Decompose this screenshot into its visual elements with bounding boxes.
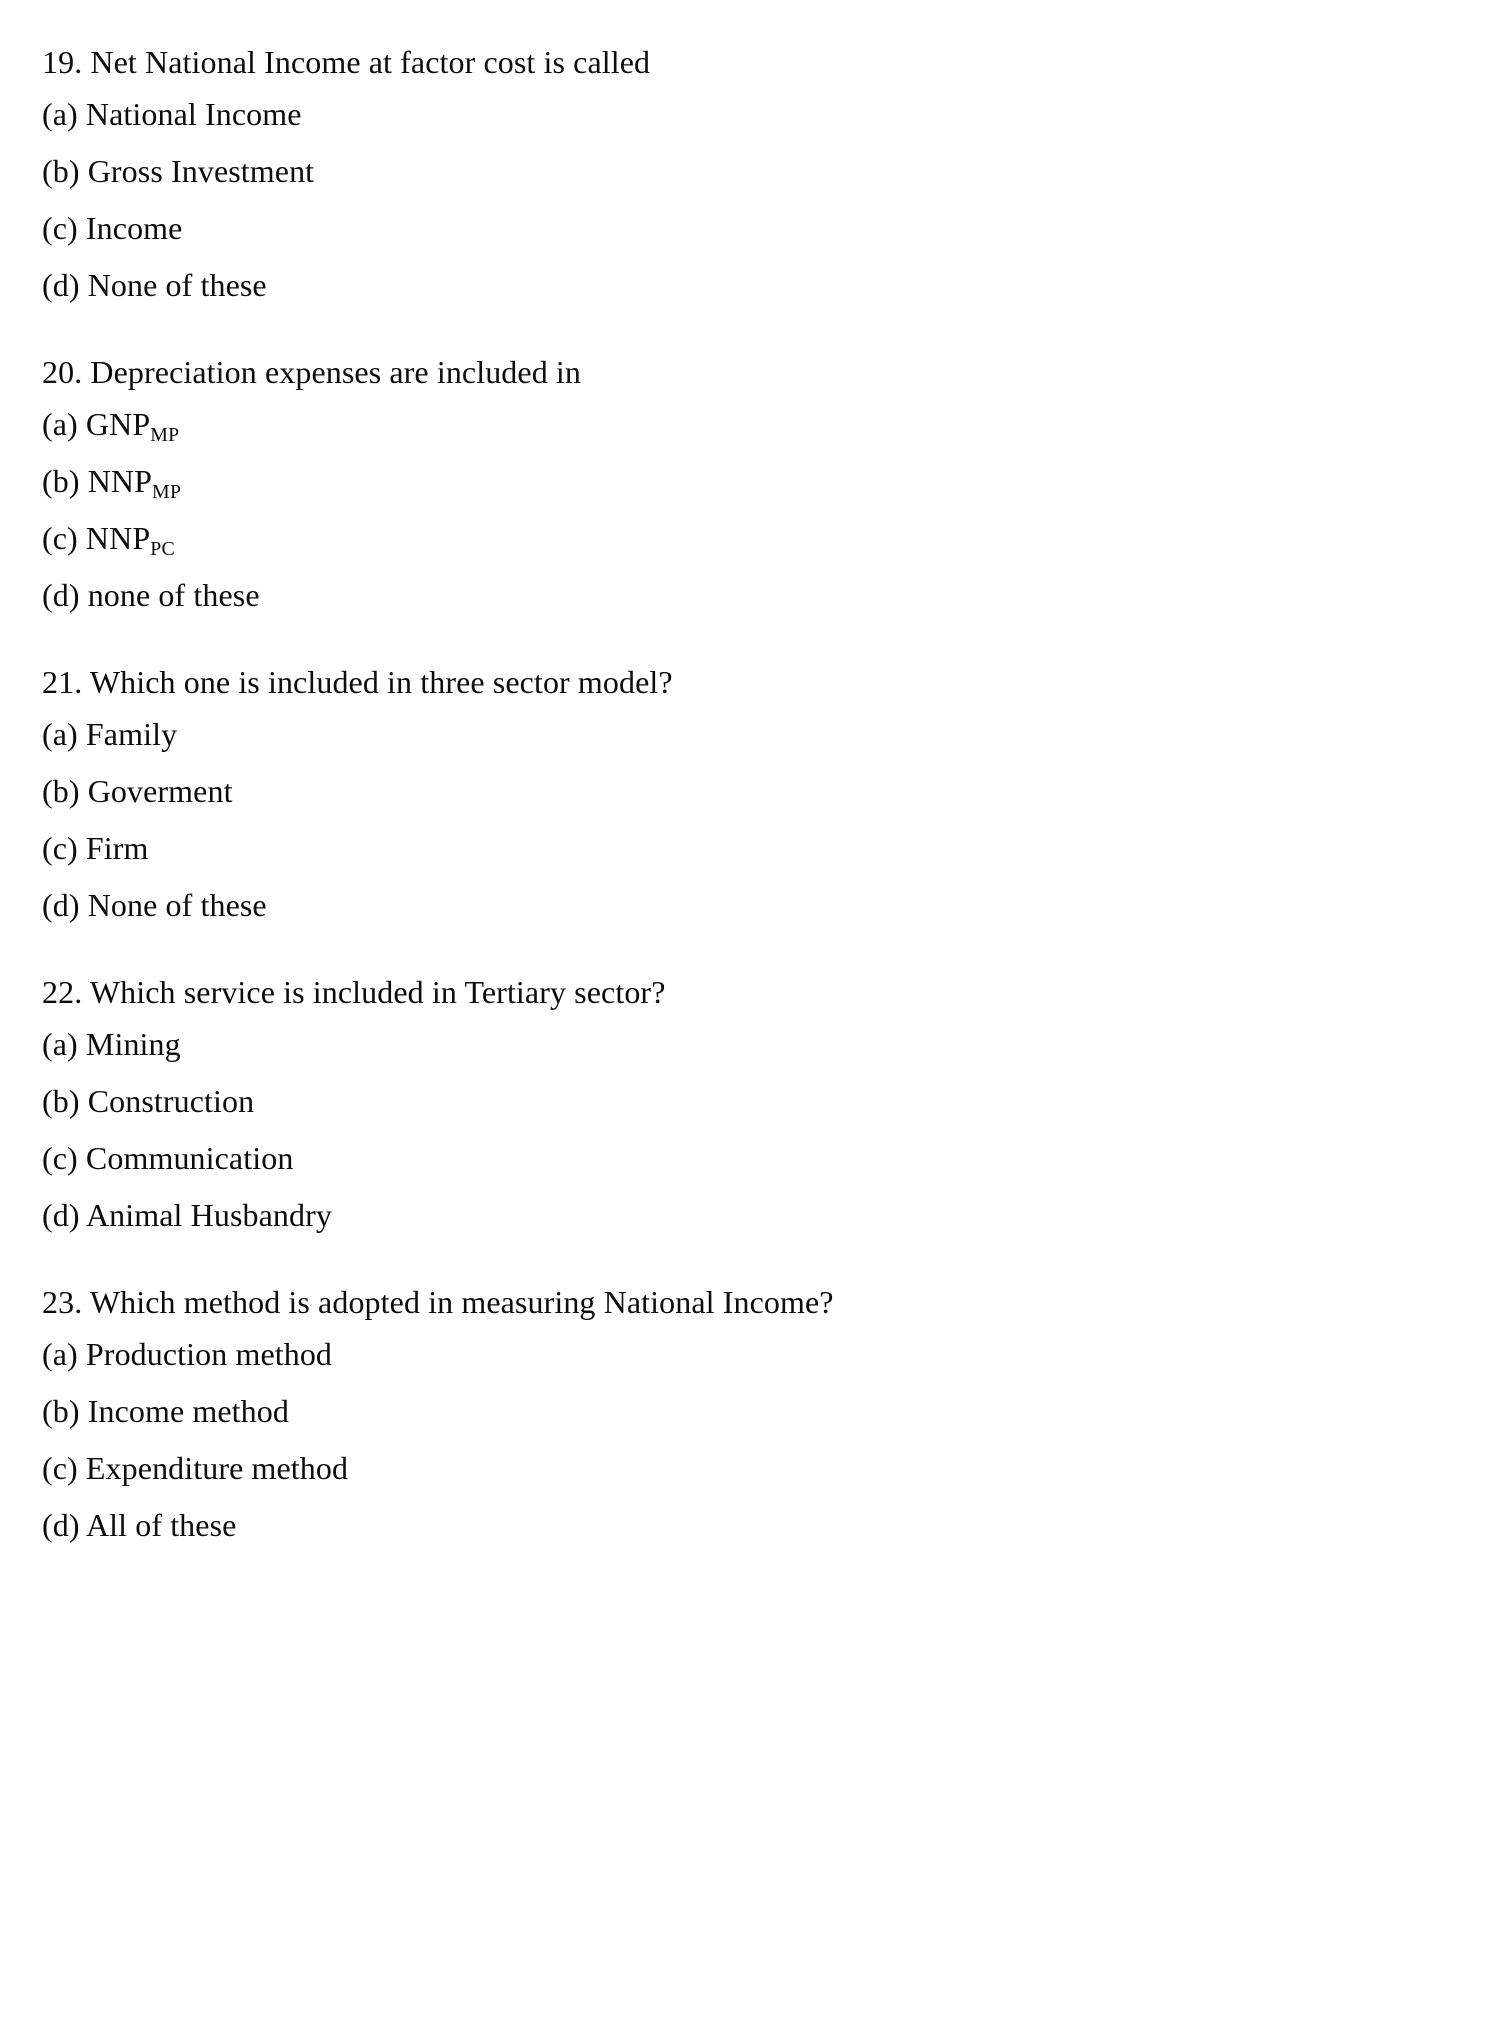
option-23-a-base: (a) Production method xyxy=(42,1336,333,1372)
option-21-a xyxy=(42,708,1442,765)
option-21-d xyxy=(42,879,1442,936)
option-23-c-base: (c) Expenditure method xyxy=(42,1450,349,1486)
option-22-a xyxy=(42,1018,1442,1075)
option-19-b xyxy=(42,145,1442,202)
option-21-a-base: (a) Family xyxy=(42,716,178,752)
question-block-21 xyxy=(42,656,1442,936)
question-text-22: 22. Which service is included in Tertiary sector? xyxy=(42,974,666,1010)
question-block-19 xyxy=(42,36,1442,316)
question-text-23: 23. Which method is adopted in measuring National Income? xyxy=(42,1284,834,1320)
option-20-b-base: (b) NNP xyxy=(42,463,153,499)
option-20-c xyxy=(42,512,1442,569)
option-21-c xyxy=(42,822,1442,879)
question-block-23 xyxy=(42,1276,1442,1556)
option-20-a xyxy=(42,398,1442,455)
question-text-19: 19. Net National Income at factor cost is called xyxy=(42,44,651,80)
question-text-21: 21. Which one is included in three sector model? xyxy=(42,664,673,700)
option-19-b-base: (b) Gross Investment xyxy=(42,153,315,189)
option-19-a xyxy=(42,88,1442,145)
option-21-b xyxy=(42,765,1442,822)
option-20-c-base: (c) NNP xyxy=(42,520,151,556)
question-block-20 xyxy=(42,346,1442,626)
option-20-b-subscript: MP xyxy=(152,480,182,503)
option-20-a-base: (a) GNP xyxy=(42,406,151,442)
option-19-c xyxy=(42,202,1442,259)
option-22-c-base: (c) Communication xyxy=(42,1140,294,1176)
option-23-d xyxy=(42,1499,1442,1556)
option-22-c xyxy=(42,1132,1442,1189)
option-23-a xyxy=(42,1328,1442,1385)
option-22-b xyxy=(42,1075,1442,1132)
option-20-a-subscript: MP xyxy=(150,423,180,446)
option-23-b xyxy=(42,1385,1442,1442)
option-20-d xyxy=(42,569,1442,626)
option-23-c xyxy=(42,1442,1442,1499)
option-22-a-base: (a) Mining xyxy=(42,1026,181,1062)
option-22-d xyxy=(42,1189,1442,1246)
option-23-d-base: (d) All of these xyxy=(42,1507,237,1543)
option-21-b-base: (b) Goverment xyxy=(42,773,233,809)
option-19-a-base: (a) National Income xyxy=(42,96,302,132)
option-21-c-base: (c) Firm xyxy=(42,830,149,866)
option-20-b xyxy=(42,455,1442,512)
option-21-d-base: (d) None of these xyxy=(42,887,267,923)
question-block-22 xyxy=(42,966,1442,1246)
option-20-c-subscript: PC xyxy=(150,537,176,560)
option-22-b-base: (b) Construction xyxy=(42,1083,255,1119)
option-22-d-base: (d) Animal Husbandry xyxy=(42,1197,332,1233)
option-20-d-base: (d) none of these xyxy=(42,577,260,613)
option-19-d xyxy=(42,259,1442,316)
option-19-c-base: (c) Income xyxy=(42,210,183,246)
option-19-d-base: (d) None of these xyxy=(42,267,267,303)
question-text-20: 20. Depreciation expenses are included in xyxy=(42,354,582,390)
option-23-b-base: (b) Income method xyxy=(42,1393,289,1429)
